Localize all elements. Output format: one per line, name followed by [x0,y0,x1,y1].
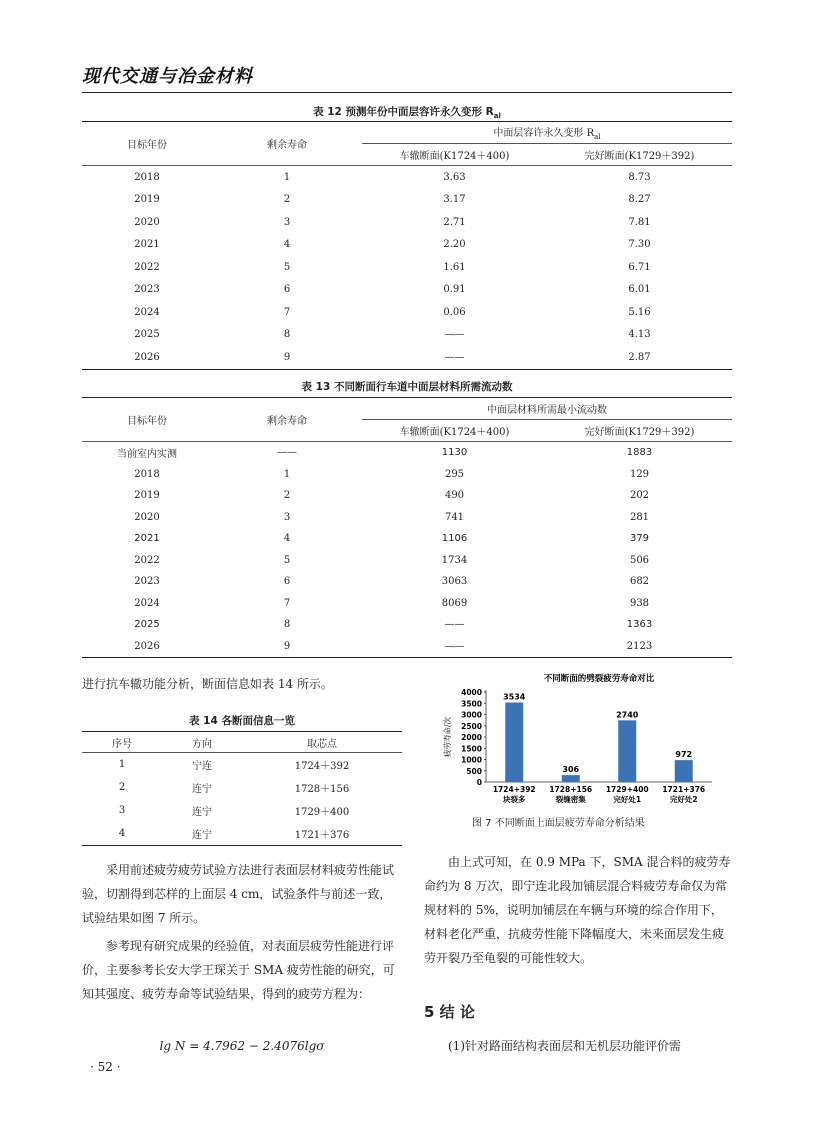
table12-cell: 2019 [134,194,160,206]
table12-cell: 2.71 [443,216,466,228]
table12-cell: 2.20 [443,239,466,251]
table12-row [82,301,732,324]
table13-col-a: 车辙断面(K1724＋400) [362,420,547,442]
table13-caption: 表 13 不同断面行车道中面层材料所需流动数 [301,381,513,393]
table13-row [82,614,732,636]
table14 [82,731,402,846]
table14-col-core: 取芯点 [242,732,402,753]
data-label: 3534 [503,692,526,702]
table12-row [82,346,732,369]
data-label: 2740 [616,710,639,720]
table12-cell: 2 [283,194,291,206]
y-tick-label: 4000 [461,688,482,697]
x-tick-label: 1721+376 [662,785,706,794]
x-tick-label: 裂缝密集 [555,795,586,804]
left-paragraph-2: 参考现有研究成果的经验值，对表面层疲劳性能进行评价，主要参考长安大学王琛关于 SMA 疲劳性能的研究，可知其强度、疲劳寿命等试验结果，得到的疲劳方程为： [82,939,395,1001]
table12-cell: 5 [283,261,291,273]
table12-row [82,256,732,279]
table12-cell: 8.73 [628,171,651,183]
table12-col-b: 完好断面(K1729＋392) [547,144,732,166]
table13-row [82,485,732,507]
y-tick-label: 500 [466,766,482,776]
y-tick-label: 0 [476,778,482,787]
table14-cell: 宁连 [192,761,212,772]
table13-row [82,636,732,658]
table12-cell: —— [444,329,465,341]
table12-row [82,189,732,212]
table13-cell: 295 [444,468,465,480]
table12-row [82,324,732,347]
table13-cell: 1734 [441,554,468,566]
page-number: · 52 · [90,1060,121,1074]
table12-cell: 9 [212,346,362,369]
table13-cell: 2025 [134,619,160,631]
table12-cell: 4 [283,239,291,251]
table13-cell: 379 [629,533,650,545]
table12-col-a: 车辙断面(K1724＋400) [362,144,547,166]
table12 [82,121,732,370]
table12-cell: 2020 [134,216,160,228]
intro-line: 进行抗车辙功能分析，断面信息如表 14 所示。 [82,677,333,691]
table13-col-b: 完好断面(K1729＋392) [547,420,732,442]
bar [505,702,523,782]
table14-cell: 1724＋392 [294,761,350,772]
table13-cell: 2018 [134,468,160,480]
table12-row [82,234,732,257]
table12-col-life: 剩余寿命 [212,122,362,166]
table14-cell: 连宁 [162,822,242,846]
table13-cell: 2020 [134,511,160,523]
table14-col-no: 序号 [82,732,162,753]
table12-cell: 8.27 [628,194,651,206]
y-tick-label: 1500 [461,744,482,754]
table13-cell: 741 [444,511,465,523]
table12-cell: 2025 [134,329,160,341]
y-tick-label: 2500 [461,721,482,731]
table13-cell: 1130 [441,447,468,459]
table13-cell: 2026 [82,636,212,658]
table13-cell: 2 [283,490,291,502]
table14-cell: 连宁 [192,784,212,795]
table12-cell: 0.06 [443,306,466,318]
table13-cell: 1883 [626,447,653,459]
table14-row [82,753,402,777]
table13-cell: 202 [629,490,650,502]
bar [562,775,580,782]
table13-cell: 938 [629,597,650,609]
table13-cell: —— [362,636,547,658]
table13-cell: 9 [212,636,362,658]
table14-cell: 1729＋400 [294,807,350,818]
table12-cell: 8 [283,329,291,341]
right-paragraph-2: (1)针对路面结构表面层和无机层功能评价需 [448,1039,681,1053]
table14-cell: 1728＋156 [294,784,350,795]
y-tick-label: 2000 [461,733,482,742]
table14-col-dir: 方向 [162,732,242,753]
y-tick-label: 3500 [461,699,482,709]
data-label: 972 [675,750,693,760]
table13-cell: 当前室内实测 [117,449,177,461]
x-tick-label: 1728+156 [549,785,593,794]
table13-cell: 2123 [547,636,732,658]
table14-cell: 连宁 [192,807,212,818]
x-tick-label: 1724+392 [492,785,536,794]
table13-cell: 1106 [441,533,468,545]
table12-cell: 4.13 [628,329,651,341]
y-tick-label: 3000 [461,710,482,720]
table13-cell: 2022 [134,554,160,566]
table13-cell: 2019 [134,490,160,502]
table13-cell: 2024 [134,597,160,609]
journal-logo: 现代交通与冶金材料 [82,66,253,87]
table12-cell: 2024 [134,306,160,318]
table13-col-year: 目标年份 [82,398,212,442]
table12-row [82,279,732,302]
table13-row [82,464,732,486]
table13-row [82,550,732,572]
table13-col-group: 中面层材料所需最小流动数 [362,398,732,420]
table12-cell: 6.71 [628,261,651,273]
figure7-caption: 图 7 不同断面上面层疲劳寿命分析结果 [472,818,645,829]
table13-cell: —— [277,447,297,459]
table14-caption: 表 14 各断面信息一览 [189,715,295,727]
table12-cell: 3 [283,216,291,228]
table13-cell: 3063 [441,576,468,588]
left-paragraph-1: 采用前述疲劳疲劳试验方法进行表面层材料疲劳性能试验，切割得到芯样的上面层 4 cm，试验条件与前述一致，试验结果如图 7 所示。 [82,863,395,925]
y-tick-label: 1000 [461,755,482,765]
y-axis-label: 疲劳寿命/次 [443,716,452,758]
table13-cell: 5 [283,554,291,566]
table13-cell: 2023 [134,576,160,588]
right-paragraph-1: 由上式可知，在 0.9 MPa 下，SMA 混合料的疲劳寿命约为 8 万次，即宁连北段加铺层混合料疲劳寿命仅为常规材料的 5%，说明加铺层在车辆与环境的综合作用下，材料老化严重，抗疲劳性能下降幅度大，未来面层发生疲劳开裂乃至龟裂的可能性较大。 [424,855,731,965]
table12-col-year: 目标年份 [82,122,212,166]
data-label: 306 [562,765,580,775]
table13-cell: 1 [283,468,291,480]
table14-row [82,776,402,799]
table12-cell: 7 [283,306,291,318]
table12-cell: 2026 [82,346,212,369]
table12-cell: 1.61 [443,261,466,273]
section-title: 5 结 论 [424,1003,475,1021]
table13-cell: 1363 [626,619,653,631]
table12-cell: 2022 [134,261,160,273]
table12-cell: 2.87 [547,346,732,369]
table13-cell: 506 [629,554,650,566]
table13-cell: 3 [283,511,291,523]
table13-cell: —— [444,619,465,631]
x-tick-label: 1729+400 [605,785,649,794]
bar [675,760,693,782]
table13-cell: 4 [283,533,291,545]
table12-cell: 2021 [134,239,160,251]
table12-row [82,211,732,234]
table14-row [82,799,402,822]
table13-row [82,507,732,529]
table13-cell: 6 [283,576,291,588]
table13-cell: 129 [629,468,650,480]
table12-cell: 2018 [134,171,160,183]
table14-cell: 2 [118,782,126,793]
table13-row [82,442,732,464]
x-tick-label: 块裂多 [503,795,526,804]
table13 [82,397,732,658]
table12-cell: 2023 [134,284,160,296]
table13-col-life: 剩余寿命 [212,398,362,442]
table12-cell: 6 [283,284,291,296]
table14-cell: 4 [82,822,162,846]
fatigue-life-chart [440,670,720,810]
table14-cell: 3 [118,805,126,816]
table13-row [82,593,732,615]
table12-cell: 6.01 [628,284,651,296]
table13-cell: 490 [444,490,465,502]
table14-cell: 1 [118,759,126,770]
table14-cell: 1721＋376 [242,822,402,846]
fatigue-equation: lg N = 4.7962 − 2.4076lgσ [159,1039,325,1053]
table12-row [82,166,732,189]
table13-cell: 2021 [134,533,160,545]
bar [618,720,636,782]
x-tick-label: 完好处1 [613,795,642,804]
table13-row [82,528,732,550]
table12-cell: 3.63 [443,171,466,183]
table12-cell: 7.30 [628,239,651,251]
table12-col-group: 中面层容许永久变形 $R_{al}$ [362,122,732,144]
table12-cell: 0.91 [443,284,466,296]
table14-row [82,822,402,846]
table13-cell: 8069 [441,597,468,609]
table12-cell: 5.16 [628,306,651,318]
table13-cell: 7 [283,597,291,609]
table13-cell: 682 [629,576,650,588]
table13-cell: 8 [283,619,291,631]
table13-cell: 281 [629,511,650,523]
x-tick-label: 完好处2 [669,795,698,804]
header-rule [82,92,732,93]
table12-cell: 1 [283,171,291,183]
chart-title: 不同断面的劈裂疲劳寿命对比 [543,674,655,684]
table12-cell: —— [362,346,547,369]
table12-caption: 表 12 预测年份中面层容许永久变形 $R_{al}$ [313,106,501,121]
table12-cell: 7.81 [628,216,651,228]
table13-row [82,571,732,593]
table12-cell: 3.17 [443,194,466,206]
